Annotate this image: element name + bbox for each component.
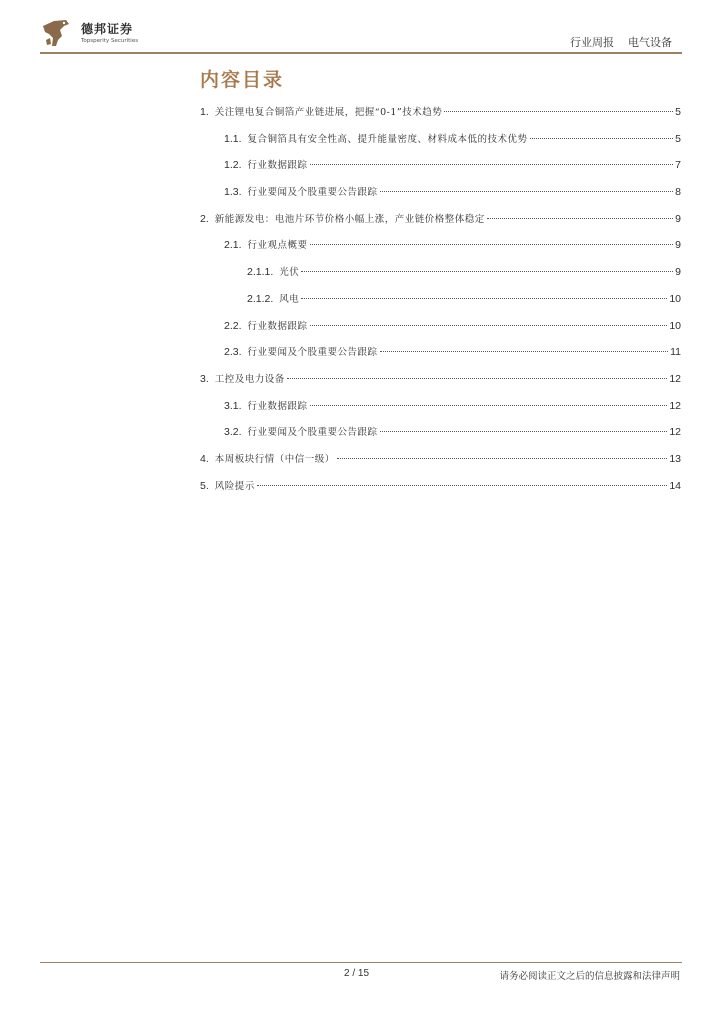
toc-page: 12 <box>669 426 681 439</box>
toc-text: 关注锂电复合铜箔产业链进展，把握“0-1”技术趋势 <box>214 107 443 118</box>
toc-number: 4. <box>200 452 209 465</box>
toc-text: 行业数据跟踪 <box>247 320 308 332</box>
toc-number: 1. <box>200 106 209 118</box>
toc-page: 14 <box>669 479 681 492</box>
toc-text: 行业要闻及个股重要公告跟踪 <box>247 187 378 199</box>
company-logo <box>40 16 160 52</box>
toc-entry[interactable] <box>200 264 681 291</box>
toc-number: 2.1.1. <box>247 266 274 279</box>
toc-entry[interactable] <box>200 344 681 371</box>
toc-text: 行业观点概要 <box>247 240 308 252</box>
toc-leader <box>530 138 674 139</box>
toc-page: 10 <box>669 319 681 332</box>
toc-leader <box>310 405 668 406</box>
toc-text: 行业要闻及个股重要公告跟踪 <box>247 427 378 439</box>
toc-number: 1.1. <box>224 132 242 145</box>
toc-text: 行业数据跟踪 <box>247 160 308 172</box>
toc-page: 5 <box>675 106 681 118</box>
toc-leader <box>310 164 674 165</box>
toc-text: 行业数据跟踪 <box>247 400 308 412</box>
toc-page: 13 <box>669 452 681 465</box>
toc-leader <box>257 485 668 486</box>
toc-number: 1.2. <box>224 159 242 172</box>
industry-name: 电气设备 <box>628 36 672 49</box>
toc-number: 5. <box>200 479 209 492</box>
toc-leader <box>380 431 668 432</box>
header-divider <box>40 52 682 54</box>
toc-entry[interactable] <box>200 104 681 131</box>
toc-leader <box>301 298 667 299</box>
toc-page: 11 <box>670 346 681 359</box>
toc-leader <box>380 191 674 192</box>
report-type: 行业周报 <box>570 36 614 49</box>
toc-entry[interactable] <box>200 157 681 184</box>
toc-entry[interactable] <box>200 398 681 425</box>
toc-entry[interactable] <box>200 451 681 478</box>
toc-leader <box>337 458 668 459</box>
toc-text: 行业要闻及个股重要公告跟踪 <box>247 347 378 359</box>
toc-text: 复合铜箔具有安全性高、提升能量密度、材料成本低的技术优势 <box>247 133 528 145</box>
toc-entry[interactable] <box>200 424 681 451</box>
logo-chinese-name: 德邦证券 <box>81 22 134 36</box>
toc-number: 2.1. <box>224 239 242 252</box>
toc-entry[interactable] <box>200 237 681 264</box>
toc-number: 1.3. <box>224 186 242 199</box>
toc-leader <box>487 218 673 219</box>
footer-divider <box>40 962 682 963</box>
toc-page: 12 <box>669 399 681 412</box>
toc-page: 7 <box>675 159 681 172</box>
toc-text: 风电 <box>279 293 300 305</box>
toc-page: 8 <box>675 186 681 199</box>
toc-text: 新能源发电：电池片环节价格小幅上涨，产业链价格整体稳定 <box>214 213 485 225</box>
toc-page: 9 <box>675 212 681 225</box>
toc-text: 本周板块行情（中信一级） <box>214 453 335 465</box>
toc-number: 2.3. <box>224 346 242 359</box>
toc-entry[interactable] <box>200 371 681 398</box>
toc-entry[interactable] <box>200 291 681 318</box>
toc-entry[interactable] <box>200 478 681 505</box>
toc-entry[interactable] <box>200 184 681 211</box>
toc-number: 2. <box>200 212 209 225</box>
toc-number: 3. <box>200 372 209 385</box>
toc-number: 3.1. <box>224 399 242 412</box>
toc-leader <box>380 351 669 352</box>
toc-entry[interactable] <box>200 318 681 345</box>
logo-mark-icon <box>40 16 72 48</box>
toc-page: 5 <box>675 132 681 145</box>
toc-page: 9 <box>675 266 681 279</box>
toc-page: 9 <box>675 239 681 252</box>
toc-leader <box>310 244 674 245</box>
toc-leader <box>301 271 673 272</box>
footer-disclaimer: 请务必阅读正文之后的信息披露和法律声明 <box>499 971 680 982</box>
page-indicator: 2 / 15 <box>344 968 370 979</box>
toc-page: 10 <box>669 292 681 305</box>
toc-text: 风险提示 <box>214 480 255 492</box>
toc-number: 3.2. <box>224 426 242 439</box>
logo-english-name: Topsperity Securities <box>81 38 139 44</box>
toc-list <box>200 104 681 504</box>
toc-title: 内容目录 <box>200 69 285 91</box>
toc-page: 12 <box>669 372 681 385</box>
toc-leader <box>287 378 668 379</box>
toc-leader <box>444 111 673 112</box>
report-category <box>570 34 672 50</box>
toc-number: 2.1.2. <box>247 292 274 305</box>
toc-entry[interactable] <box>200 131 681 158</box>
toc-number: 2.2. <box>224 319 242 332</box>
toc-entry[interactable] <box>200 211 681 238</box>
toc-text: 光伏 <box>279 267 300 279</box>
toc-leader <box>310 325 668 326</box>
toc-text: 工控及电力设备 <box>214 373 285 385</box>
